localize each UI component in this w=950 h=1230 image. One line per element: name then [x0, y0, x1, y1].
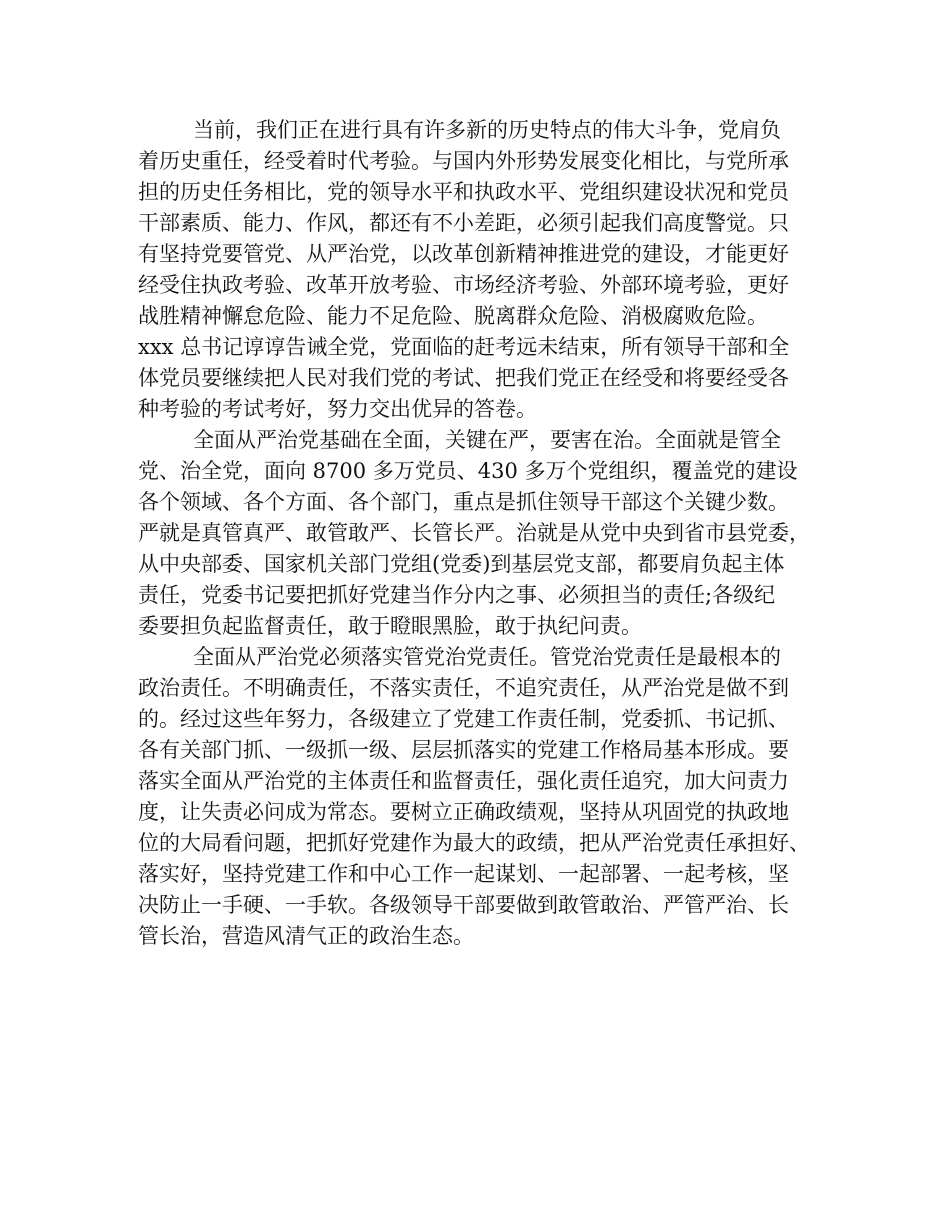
text-line: 各个领域、各个方面、各个部门，重点是抓住领导干部这个关键少数。: [138, 490, 789, 514]
text-line: 落实全面从严治党的主体责任和监督责任，强化责任追究，加大问责力: [138, 769, 789, 793]
text-line: 当前，我们正在进行具有许多新的历史特点的伟大斗争，党肩负: [193, 118, 781, 142]
text-line: 干部素质、能力、作风，都还有不小差距，必须引起我们高度警觉。只: [138, 211, 789, 235]
document-body: [138, 115, 828, 952]
text-line: 的。经过这些年努力，各级建立了党建工作责任制，党委抓、书记抓、: [138, 707, 789, 731]
text-line: 种考验的考试考好，努力交出优异的答卷。: [138, 397, 537, 421]
paragraph-1: [138, 115, 828, 425]
text-line: 体党员要继续把人民对我们党的考试、把我们党正在经受和将要经受各: [138, 366, 789, 390]
paragraph-2: [138, 425, 828, 642]
text-line: 全面从严治党必须落实管党治党责任。管党治党责任是最根本的: [193, 645, 781, 669]
text-line: 全面从严治党基础在全面，关键在严，要害在治。全面就是管全: [193, 428, 781, 452]
text-line: 各有关部门抓、一级抓一级、层层抓落实的党建工作格局基本形成。要: [138, 738, 789, 762]
text-line: 着历史重任，经受着时代考验。与国内外形势发展变化相比，与党所承: [138, 149, 789, 173]
text-line: 责任，党委书记要把抓好党建当作分内之事、必须担当的责任;各级纪: [138, 583, 776, 607]
text-line: 管长治，营造风清气正的政治生态。: [138, 924, 474, 948]
text-line: 从中央部委、国家机关部门党组(党委)到基层党支部，都要肩负起主体: [138, 552, 785, 576]
text-line: 位的大局看问题，把抓好党建作为最大的政绩，把从严治党责任承担好、: [138, 831, 810, 855]
text-line: 经受住执政考验、改革开放考验、市场经济考验、外部环境考验，更好: [138, 273, 789, 297]
text-line: 严就是真管真严、敢管敢严、长管长严。治就是从党中央到省市县党委，: [138, 521, 810, 545]
text-line: 担的历史任务相比，党的领导水平和执政水平、党组织建设状况和党员: [138, 180, 789, 204]
text-line: 党、治全党，面向 8700 多万党员、430 多万个党组织，覆盖党的建设: [138, 459, 798, 483]
text-line: xxx 总书记谆谆告诫全党，党面临的赶考远未结束，所有领导干部和全: [138, 335, 790, 359]
text-line: 落实好，坚持党建工作和中心工作一起谋划、一起部署、一起考核，坚: [138, 862, 789, 886]
text-line: 政治责任。不明确责任，不落实责任，不追究责任，从严治党是做不到: [138, 676, 789, 700]
text-line: 决防止一手硬、一手软。各级领导干部要做到敢管敢治、严管严治、长: [138, 893, 789, 917]
paragraph-3: [138, 642, 828, 952]
text-line: 度，让失责必问成为常态。要树立正确政绩观，坚持从巩固党的执政地: [138, 800, 789, 824]
text-line: 委要担负起监督责任，敢于瞪眼黑脸，敢于执纪问责。: [138, 614, 642, 638]
text-line: 战胜精神懈怠危险、能力不足危险、脱离群众危险、消极腐败危险。: [138, 304, 768, 328]
text-line: 有坚持党要管党、从严治党，以改革创新精神推进党的建设，才能更好: [138, 242, 789, 266]
